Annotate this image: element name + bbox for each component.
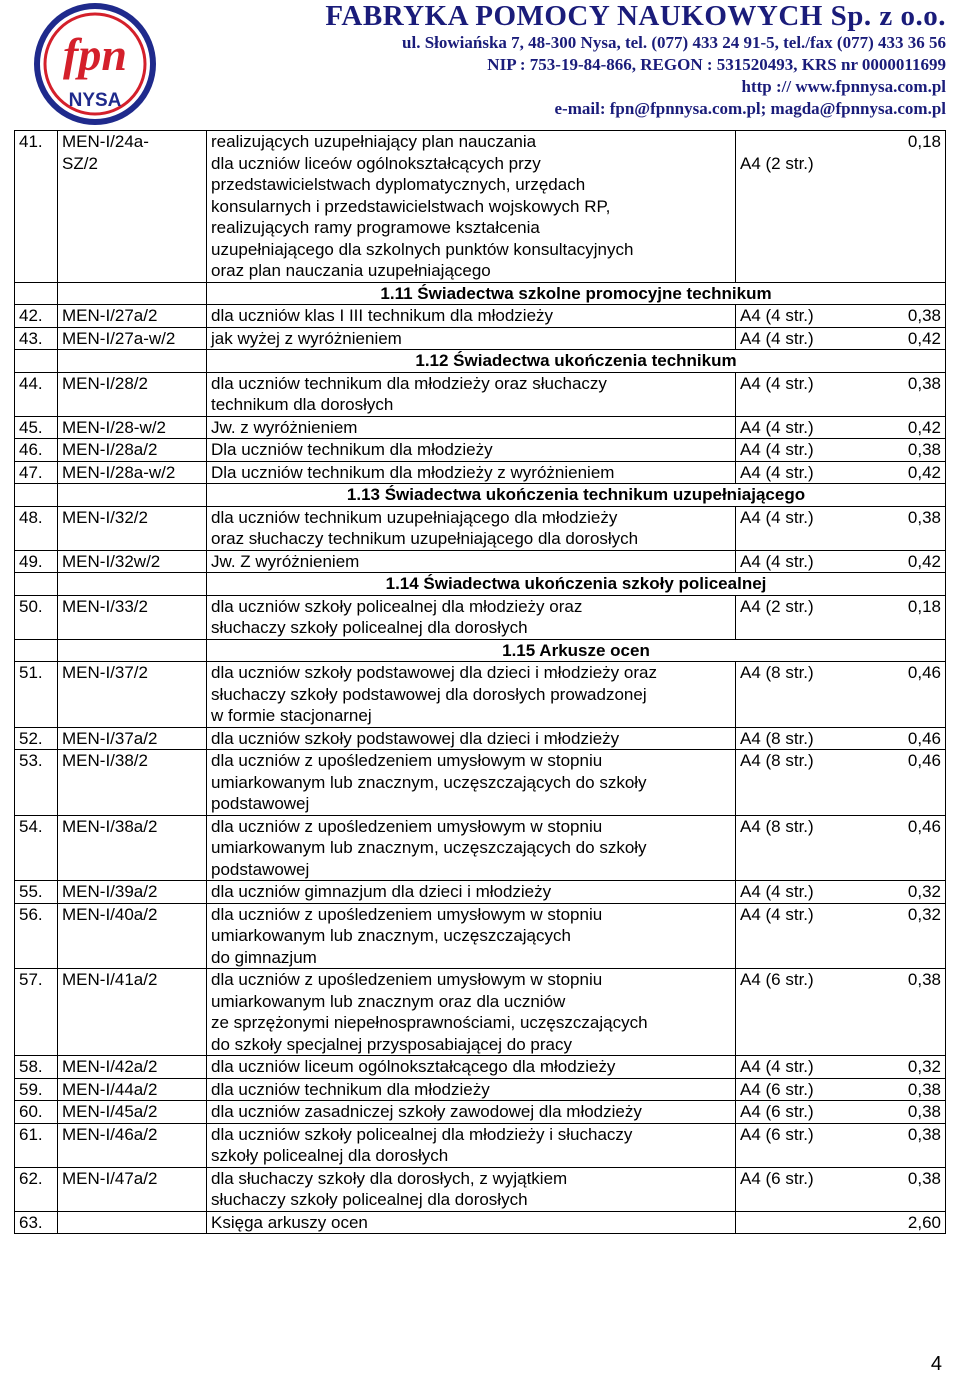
item-format: A4 (4 str.) [736,439,860,462]
item-number: 43. [15,327,58,350]
company-address: ul. Słowiańska 7, 48-300 Nysa, tel. (077) 433 24 91-5, tel./fax (077) 433 36 56 [402,33,946,52]
item-code: MEN-I/39a/2 [58,881,207,904]
item-description: dla uczniów zasadniczej szkoły zawodowej dla młodzieży [207,1101,736,1124]
blank-cell [58,484,207,507]
table-row [15,595,946,639]
company-ids: NIP : 753-19-84-866, REGON : 531520493, KRS nr 0000011699 [487,55,946,74]
item-code: MEN-I/37/2 [58,662,207,728]
item-description: jak wyżej z wyróżnieniem [207,327,736,350]
table-row [15,506,946,550]
table-row [15,1211,946,1234]
item-code: MEN-I/28a-w/2 [58,461,207,484]
item-format: A4 (8 str.) [736,750,860,816]
company-header [325,0,946,120]
logo-letters: fpn [63,29,127,80]
section-row [15,484,946,507]
blank-cell [58,282,207,305]
blank-cell [15,484,58,507]
table-row [15,903,946,969]
section-title: 1.15 Arkusze ocen [207,639,946,662]
item-price: 0,42 [859,461,946,484]
page-number: 4 [930,1353,942,1375]
item-number: 51. [15,662,58,728]
item-code: MEN-I/32/2 [58,506,207,550]
item-format: A4 (4 str.) [736,416,860,439]
item-number: 47. [15,461,58,484]
item-number: 60. [15,1101,58,1124]
item-code: MEN-I/27a/2 [58,305,207,328]
item-code: MEN-I/45a/2 [58,1101,207,1124]
item-description: dla uczniów technikum dla młodzieży [207,1078,736,1101]
item-format: A4 (8 str.) [736,662,860,728]
item-number: 58. [15,1056,58,1079]
item-format: A4 (8 str.) [736,727,860,750]
item-price: 0,38 [859,1078,946,1101]
item-description: dla uczniów technikum dla młodzieży oraz słuchaczy technikum dla dorosłych [207,372,736,416]
section-row [15,573,946,596]
item-description: dla uczniów z upośledzeniem umysłowym w stopniu umiarkowanym lub znacznym oraz dla uczniów ze sprzężonymi niepełnosprawnościami, uczęszczających do szkoły specjalnej przysposabiającej do pracy [207,969,736,1056]
item-price: 0,38 [859,305,946,328]
item-price: 0,38 [859,1101,946,1124]
company-website[interactable]: http :// www.fpnnysa.com.pl [741,77,946,96]
company-name: FABRYKA POMOCY NAUKOWYCH Sp. z o.o. [325,0,946,32]
item-number: 50. [15,595,58,639]
item-format: A4 (4 str.) [736,372,860,416]
table-row [15,416,946,439]
item-number: 54. [15,815,58,881]
item-number: 62. [15,1167,58,1211]
blank-cell [15,350,58,373]
table-row [15,727,946,750]
item-price: 0,32 [859,881,946,904]
item-price: 0,42 [859,327,946,350]
item-format: A4 (4 str.) [736,550,860,573]
item-price: 0,18 [859,131,946,283]
item-number: 48. [15,506,58,550]
item-code: MEN-I/37a/2 [58,727,207,750]
item-price: 0,38 [859,969,946,1056]
table-row [15,550,946,573]
blank-cell [58,639,207,662]
item-code: MEN-I/40a/2 [58,903,207,969]
item-description: Jw. Z wyróżnieniem [207,550,736,573]
item-code: MEN-I/28a/2 [58,439,207,462]
item-format: A4 (2 str.) [736,595,860,639]
item-description: dla uczniów technikum uzupełniającego dla młodzieży oraz słuchaczy technikum uzupełniającego dla dorosłych [207,506,736,550]
item-code: MEN-I/32w/2 [58,550,207,573]
item-description: dla słuchaczy szkoły dla dorosłych, z wyjątkiem słuchaczy szkoły policealnej dla dorosłych [207,1167,736,1211]
section-row [15,282,946,305]
section-title: 1.14 Świadectwa ukończenia szkoły policealnej [207,573,946,596]
item-number: 57. [15,969,58,1056]
item-code: MEN-I/38a/2 [58,815,207,881]
item-price: 0,32 [859,1056,946,1079]
item-code: MEN-I/42a/2 [58,1056,207,1079]
item-description: dla uczniów szkoły policealnej dla młodzieży oraz słuchaczy szkoły policealnej dla dorosłych [207,595,736,639]
item-number: 63. [15,1211,58,1234]
company-email[interactable]: e-mail: fpn@fpnnysa.com.pl; magda@fpnnysa.com.pl [554,99,946,118]
item-number: 44. [15,372,58,416]
item-code: MEN-I/46a/2 [58,1123,207,1167]
table-row [15,1078,946,1101]
blank-cell [15,639,58,662]
item-number: 42. [15,305,58,328]
item-number: 61. [15,1123,58,1167]
table-row [15,815,946,881]
table-row [15,461,946,484]
item-code: MEN-I/41a/2 [58,969,207,1056]
company-logo [6,2,184,127]
blank-cell [15,573,58,596]
item-description: dla uczniów klas I III technikum dla młodzieży [207,305,736,328]
logo-text: NYSA [68,90,122,111]
item-format: A4 (4 str.) [736,506,860,550]
table-row [15,969,946,1056]
table-row [15,305,946,328]
item-description: dla uczniów gimnazjum dla dzieci i młodzieży [207,881,736,904]
item-number: 52. [15,727,58,750]
item-description: dla uczniów liceum ogólnokształcącego dla młodzieży [207,1056,736,1079]
item-format: A4 (6 str.) [736,1078,860,1101]
item-code: MEN-I/33/2 [58,595,207,639]
item-price: 0,32 [859,903,946,969]
table-row [15,1123,946,1167]
item-number: 45. [15,416,58,439]
item-price: 0,38 [859,372,946,416]
table-row [15,1167,946,1211]
item-format: A4 (4 str.) [736,305,860,328]
item-number: 56. [15,903,58,969]
item-format: A4 (6 str.) [736,969,860,1056]
item-format: A4 (4 str.) [736,881,860,904]
item-number: 55. [15,881,58,904]
table-row [15,662,946,728]
section-title: 1.13 Świadectwa ukończenia technikum uzupełniającego [207,484,946,507]
item-price: 0,42 [859,416,946,439]
table-row [15,131,946,283]
table-row [15,372,946,416]
item-code: MEN-I/27a-w/2 [58,327,207,350]
section-title: 1.11 Świadectwa szkolne promocyjne technikum [207,282,946,305]
table-row [15,327,946,350]
item-format: A4 (4 str.) [736,327,860,350]
item-description: Księga arkuszy ocen [207,1211,736,1234]
item-description: dla uczniów szkoły podstawowej dla dzieci i młodzieży oraz słuchaczy szkoły podstawowej dla dorosłych prowadzonej w formie stacjonarnej [207,662,736,728]
item-price: 0,38 [859,1167,946,1211]
section-title: 1.12 Świadectwa ukończenia technikum [207,350,946,373]
item-description: dla uczniów szkoły policealnej dla młodzieży i słuchaczy szkoły policealnej dla dorosłych [207,1123,736,1167]
item-format: A4 (6 str.) [736,1123,860,1167]
item-description: Dla uczniów technikum dla młodzieży z wyróżnieniem [207,461,736,484]
item-code: MEN-I/38/2 [58,750,207,816]
table-row [15,1101,946,1124]
item-format: A4 (6 str.) [736,1167,860,1211]
item-price: 0,38 [859,1123,946,1167]
item-price: 0,46 [859,750,946,816]
item-description: dla uczniów z upośledzeniem umysłowym w stopniu umiarkowanym lub znacznym, uczęszczających do szkoły podstawowej [207,750,736,816]
item-description: dla uczniów z upośledzeniem umysłowym w stopniu umiarkowanym lub znacznym, uczęszczających do gimnazjum [207,903,736,969]
item-code [58,1211,207,1234]
item-number: 53. [15,750,58,816]
item-format: A4 (8 str.) [736,815,860,881]
item-price: 0,38 [859,506,946,550]
blank-cell [58,350,207,373]
item-format: A4 (4 str.) [736,461,860,484]
item-code: MEN-I/44a/2 [58,1078,207,1101]
item-description: dla uczniów szkoły podstawowej dla dzieci i młodzieży [207,727,736,750]
item-price: 0,46 [859,727,946,750]
item-description: dla uczniów z upośledzeniem umysłowym w stopniu umiarkowanym lub znacznym, uczęszczających do szkoły podstawowej [207,815,736,881]
item-number: 41. [15,131,58,283]
table-row [15,1056,946,1079]
item-number: 49. [15,550,58,573]
section-row [15,350,946,373]
blank-cell [58,573,207,596]
price-list-table [14,130,946,1234]
item-code: MEN-I/28/2 [58,372,207,416]
item-format [736,1211,860,1234]
item-price: 0,18 [859,595,946,639]
item-number: 59. [15,1078,58,1101]
item-price: 0,42 [859,550,946,573]
table-row [15,750,946,816]
item-code: MEN-I/24a- SZ/2 [58,131,207,283]
item-price: 0,46 [859,815,946,881]
item-number: 46. [15,439,58,462]
item-format: A4 (4 str.) [736,1056,860,1079]
item-description: Jw. z wyróżnieniem [207,416,736,439]
section-row [15,639,946,662]
item-description: realizujących uzupełniający plan nauczania dla uczniów liceów ogólnokształcących przy przedstawicielstwach dyplomatycznych, urzędach konsularnych i przedstawicielstwach wojskowych RP, realizujących ramy programowe kształcenia uzupełniającego dla szkolnych punktów konsultacyjnych oraz plan nauczania uzupełniającego [207,131,736,283]
blank-cell [15,282,58,305]
item-code: MEN-I/47a/2 [58,1167,207,1211]
item-price: 2,60 [859,1211,946,1234]
item-format: A4 (2 str.) [736,131,860,283]
table-row [15,881,946,904]
item-format: A4 (6 str.) [736,1101,860,1124]
table-row [15,439,946,462]
item-price: 0,38 [859,439,946,462]
item-description: Dla uczniów technikum dla młodzieży [207,439,736,462]
item-price: 0,46 [859,662,946,728]
item-code: MEN-I/28-w/2 [58,416,207,439]
item-format: A4 (4 str.) [736,903,860,969]
